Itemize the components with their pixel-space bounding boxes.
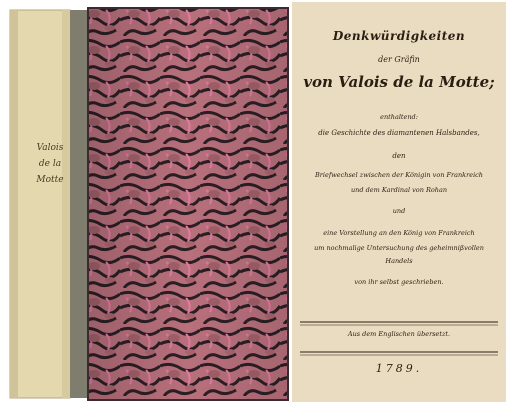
book-hinge [70, 10, 88, 398]
spine-line-1: Valois [36, 143, 64, 153]
marbled-board [88, 8, 288, 400]
spine-line-3: Motte [36, 175, 64, 185]
title-heading-1: Denkwürdigkeiten [332, 29, 466, 43]
book-spine [10, 10, 70, 398]
title-line-8: und dem Kardinal von Rohan [350, 186, 447, 194]
title-line-12: Handels [385, 257, 413, 265]
title-line-14: Aus dem Englischen übersetzt. [347, 330, 451, 338]
spine-line-2: de la [38, 159, 62, 169]
title-line-6: den [392, 152, 406, 160]
title-heading-3: von Valois de la Motte; [303, 73, 495, 91]
title-line-10: eine Vorstellung an den König von Frankreich [323, 229, 475, 237]
title-line-9: und [392, 207, 406, 215]
title-line-13: von ihr selbst geschrieben. [354, 278, 444, 286]
title-line-7: Briefwechsel zwischen der Königin von Frankreich [315, 171, 483, 179]
title-heading-2: der Gräfin [378, 55, 420, 64]
title-line-5: die Geschichte des diamantenen Halsbandes, [318, 129, 480, 137]
title-line-4: enthaltend: [380, 113, 418, 121]
title-year: 1789. [375, 362, 423, 375]
title-line-11: um nochmalige Untersuchung des geheimnißvollen [314, 244, 484, 252]
title-page-text [292, 0, 506, 405]
spine-label [30, 140, 70, 188]
